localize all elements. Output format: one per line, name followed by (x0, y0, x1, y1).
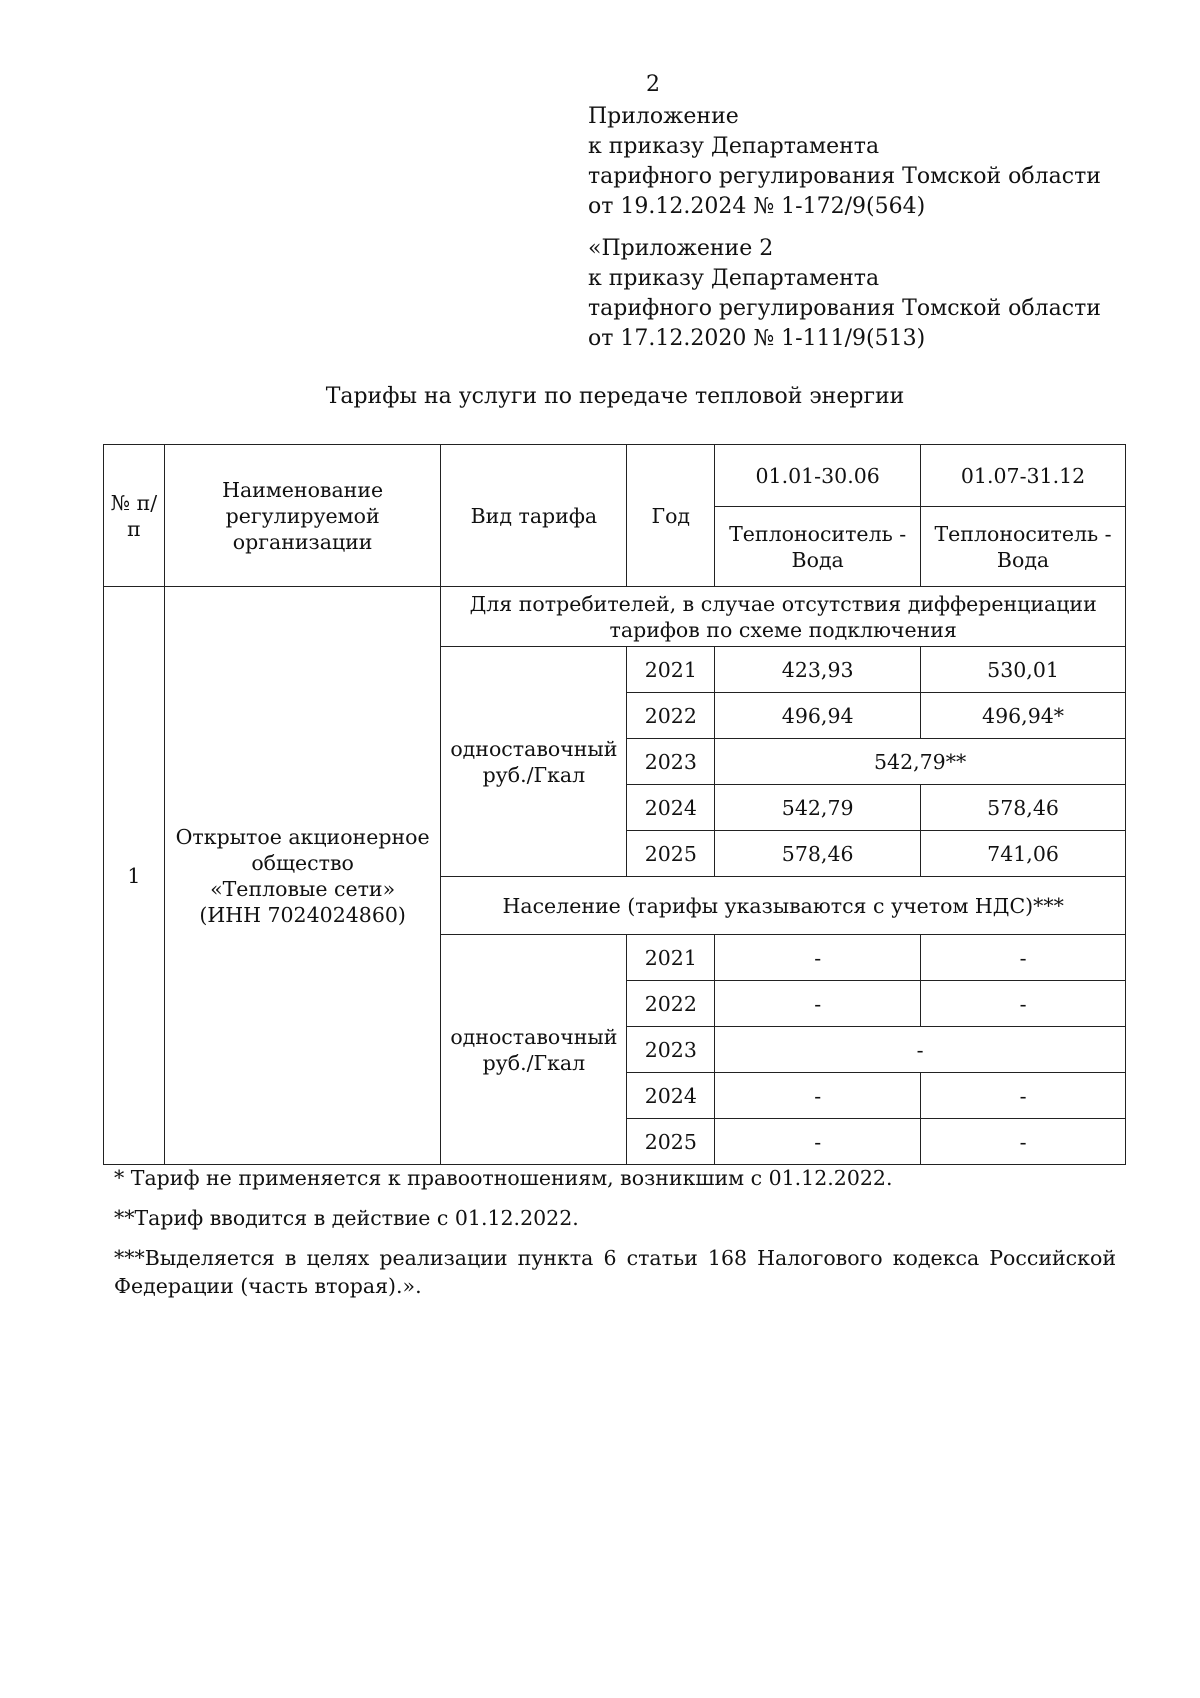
header-num: № п/п (104, 445, 165, 587)
appendix-current-header (588, 102, 1101, 222)
table-cell-value: - (921, 935, 1126, 981)
header-tariff-type: Вид тарифа (441, 445, 627, 587)
organization-name (164, 587, 441, 1165)
appendix-original-line-2: к приказу Департамента (588, 266, 880, 291)
appendix-current-line-3: тарифного регулирования Томской области (588, 164, 1101, 189)
section-population-tariff-type (441, 935, 627, 1165)
table-cell-value: 423,93 (715, 647, 921, 693)
table-cell-value: - (715, 1073, 921, 1119)
document-title: Тарифы на услуги по передаче тепловой энергии (325, 384, 905, 409)
tariffs-table (103, 444, 1126, 1165)
appendix-current-line-1: Приложение (588, 104, 739, 129)
table-cell-value: 530,01 (921, 647, 1126, 693)
section-consumers-title: Для потребителей, в случае отсутствия дифференциации тарифов по схеме подключения (441, 587, 1126, 647)
footnote-2: **Тариф вводится в действие с 01.12.2022. (114, 1206, 579, 1230)
table-cell-value: 578,46 (921, 785, 1126, 831)
header-year: Год (627, 445, 715, 587)
footnote-1: * Тариф не применяется к правоотношениям, возникшим с 01.12.2022. (114, 1166, 893, 1190)
header-organization: Наименование регулируемой организации (164, 445, 441, 587)
organization-name-line-3: «Тепловые сети» (210, 876, 396, 901)
table-cell-year: 2021 (627, 935, 715, 981)
table-cell-year: 2021 (627, 647, 715, 693)
table-cell-value: - (921, 1073, 1126, 1119)
header-carrier-2: Теплоноситель - Вода (921, 507, 1126, 587)
table-cell-value: - (715, 981, 921, 1027)
footnotes (114, 1164, 1116, 1312)
table-cell-year: 2025 (627, 831, 715, 877)
table-cell-value: 496,94 (715, 693, 921, 739)
table-cell-year: 2022 (627, 981, 715, 1027)
table-cell-year: 2024 (627, 785, 715, 831)
table-cell-value: - (921, 981, 1126, 1027)
section-consumers-tariff-type (441, 647, 627, 877)
appendix-current-line-2: к приказу Департамента (588, 134, 880, 159)
appendix-original-header (588, 234, 1101, 354)
appendix-original-line-1: «Приложение 2 (588, 236, 774, 261)
organization-name-line-1: Открытое акционерное (175, 824, 430, 849)
header-carrier-1: Теплоноситель - Вода (715, 507, 921, 587)
appendix-current-line-4: от 19.12.2024 № 1-172/9(564) (588, 194, 926, 219)
organization-name-line-4: (ИНН 7024024860) (199, 902, 406, 927)
table-cell-value: 741,06 (921, 831, 1126, 877)
header-period-2: 01.07-31.12 (921, 445, 1126, 507)
page-number: 2 (646, 72, 660, 97)
appendix-original-line-4: от 17.12.2020 № 1-111/9(513) (588, 326, 926, 351)
table-cell-merged-value: 542,79** (715, 739, 1126, 785)
table-cell-year: 2023 (627, 739, 715, 785)
table-cell-value: - (715, 1119, 921, 1165)
table-cell-value: 578,46 (715, 831, 921, 877)
table-cell-value: - (921, 1119, 1126, 1165)
row-number: 1 (104, 587, 165, 1165)
appendix-original-line-3: тарифного регулирования Томской области (588, 296, 1101, 321)
table-cell-value: 542,79 (715, 785, 921, 831)
section-population-tariff-type-line-2: руб./Гкал (482, 1050, 586, 1075)
section-population-title: Население (тарифы указываются с учетом НДС)*** (441, 877, 1126, 935)
table-cell-year: 2022 (627, 693, 715, 739)
footnote-3: ***Выделяется в целях реализации пункта 6 статьи 168 Налогового кодекса Российской Федерации (часть вторая).». (114, 1246, 1116, 1298)
section-consumers-tariff-type-line-2: руб./Гкал (482, 762, 586, 787)
table-cell-merged-value: - (715, 1027, 1126, 1073)
table-cell-value: 496,94* (921, 693, 1126, 739)
table-cell-year: 2024 (627, 1073, 715, 1119)
section-consumers-tariff-type-line-1: одноставочный (450, 736, 618, 761)
table-cell-year: 2023 (627, 1027, 715, 1073)
section-population-tariff-type-line-1: одноставочный (450, 1024, 618, 1049)
table-cell-value: - (715, 935, 921, 981)
header-period-1: 01.01-30.06 (715, 445, 921, 507)
organization-name-line-2: общество (251, 850, 354, 875)
table-cell-year: 2025 (627, 1119, 715, 1165)
